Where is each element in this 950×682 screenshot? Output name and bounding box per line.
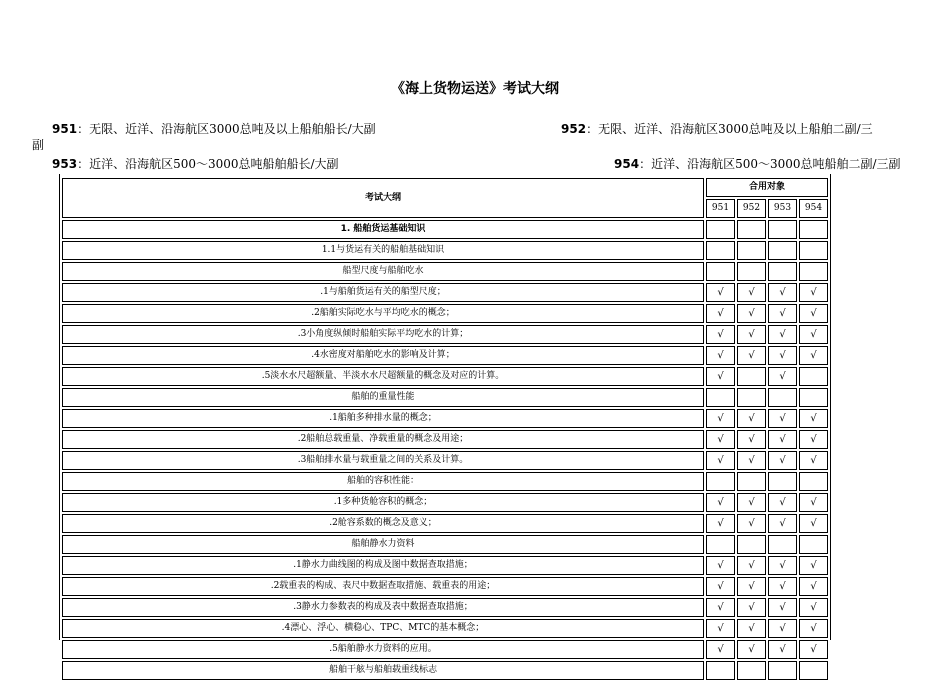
row-mark-951: √ xyxy=(706,619,735,638)
row-mark-954 xyxy=(799,220,828,239)
row-topic: .1与船舶货运有关的船型尺度； xyxy=(62,283,704,302)
row-mark-954 xyxy=(799,241,828,260)
row-mark-953: √ xyxy=(768,325,797,344)
header-col-954: 954 xyxy=(799,199,828,218)
row-mark-951 xyxy=(706,472,735,491)
row-mark-952 xyxy=(737,472,766,491)
row-mark-951: √ xyxy=(706,430,735,449)
row-mark-952: √ xyxy=(737,514,766,533)
table-row xyxy=(62,241,828,260)
row-mark-954: √ xyxy=(799,283,828,302)
row-mark-952: √ xyxy=(737,325,766,344)
row-mark-952: √ xyxy=(737,283,766,302)
target-951 xyxy=(52,122,376,137)
table-row xyxy=(62,283,828,302)
row-mark-952 xyxy=(737,535,766,554)
target-954 xyxy=(614,157,901,172)
row-mark-953: √ xyxy=(768,304,797,323)
row-topic: 1. 船舶货运基础知识 xyxy=(62,220,704,239)
row-mark-951: √ xyxy=(706,451,735,470)
row-topic: .3小角度纵倾时船舶实际平均吃水的计算； xyxy=(62,325,704,344)
row-mark-953 xyxy=(768,661,797,680)
row-topic: 船舶的重量性能 xyxy=(62,388,704,407)
row-mark-953: √ xyxy=(768,493,797,512)
row-mark-954: √ xyxy=(799,304,828,323)
row-mark-951 xyxy=(706,241,735,260)
row-mark-953 xyxy=(768,262,797,281)
row-mark-953: √ xyxy=(768,556,797,575)
row-topic: .2舱容系数的概念及意义； xyxy=(62,514,704,533)
table-row xyxy=(62,430,828,449)
row-mark-952: √ xyxy=(737,346,766,365)
table-row xyxy=(62,556,828,575)
row-mark-952: √ xyxy=(737,556,766,575)
row-mark-954: √ xyxy=(799,325,828,344)
table-row xyxy=(62,346,828,365)
row-mark-953: √ xyxy=(768,640,797,659)
row-mark-953: √ xyxy=(768,619,797,638)
row-topic: .4水密度对船舶吃水的影响及计算； xyxy=(62,346,704,365)
row-mark-951 xyxy=(706,262,735,281)
row-mark-951: √ xyxy=(706,556,735,575)
row-mark-952: √ xyxy=(737,598,766,617)
header-col-952: 952 xyxy=(737,199,766,218)
row-mark-954: √ xyxy=(799,577,828,596)
row-topic: .2船舶总载重量、净载重量的概念及用途； xyxy=(62,430,704,449)
row-mark-952: √ xyxy=(737,451,766,470)
row-mark-954: √ xyxy=(799,451,828,470)
table-row xyxy=(62,388,828,407)
row-mark-951: √ xyxy=(706,283,735,302)
row-mark-953 xyxy=(768,535,797,554)
row-mark-951: √ xyxy=(706,304,735,323)
row-topic: .1船舶多种排水量的概念； xyxy=(62,409,704,428)
row-mark-953 xyxy=(768,220,797,239)
target-952 xyxy=(561,122,873,137)
row-mark-954: √ xyxy=(799,556,828,575)
row-mark-953: √ xyxy=(768,409,797,428)
table-row xyxy=(62,493,828,512)
row-mark-953: √ xyxy=(768,598,797,617)
row-topic: .4漂心、浮心、横稳心、TPC、MTC的基本概念； xyxy=(62,619,704,638)
row-mark-953 xyxy=(768,472,797,491)
target-951-desc: ：无限、近洋、沿海航区3000总吨及以上船舶船长/大副 xyxy=(77,122,376,136)
row-topic: .5淡水水尺超额量、半淡水水尺超额量的概念及对应的计算。 xyxy=(62,367,704,386)
row-mark-952: √ xyxy=(737,430,766,449)
row-topic: .2船舶实际吃水与平均吃水的概念； xyxy=(62,304,704,323)
row-mark-951: √ xyxy=(706,577,735,596)
row-topic: .3静水力参数表的构成及表中数据查取措施； xyxy=(62,598,704,617)
target-952-desc: ：无限、近洋、沿海航区3000总吨及以上船舶二副/三 xyxy=(586,122,873,136)
table-row xyxy=(62,325,828,344)
row-mark-954 xyxy=(799,535,828,554)
row-mark-951: √ xyxy=(706,514,735,533)
row-mark-952: √ xyxy=(737,304,766,323)
target-954-code: 954 xyxy=(614,157,640,171)
row-mark-952 xyxy=(737,388,766,407)
row-mark-952 xyxy=(737,241,766,260)
table-row xyxy=(62,661,828,680)
row-mark-952 xyxy=(737,220,766,239)
row-mark-952 xyxy=(737,367,766,386)
table-row xyxy=(62,451,828,470)
row-mark-954: √ xyxy=(799,640,828,659)
row-mark-953: √ xyxy=(768,367,797,386)
header-outline: 考试大纲 xyxy=(62,178,704,218)
row-topic: .1多种货舱容积的概念； xyxy=(62,493,704,512)
row-mark-951 xyxy=(706,535,735,554)
table-row xyxy=(62,367,828,386)
row-topic: 1.1与货运有关的船舶基础知识 xyxy=(62,241,704,260)
row-mark-952 xyxy=(737,262,766,281)
row-mark-953: √ xyxy=(768,430,797,449)
row-mark-953 xyxy=(768,241,797,260)
row-mark-953: √ xyxy=(768,514,797,533)
row-mark-952: √ xyxy=(737,619,766,638)
row-mark-954 xyxy=(799,661,828,680)
row-mark-953: √ xyxy=(768,577,797,596)
table-row xyxy=(62,262,828,281)
header-col-953: 953 xyxy=(768,199,797,218)
syllabus-table xyxy=(60,176,830,682)
row-mark-951: √ xyxy=(706,640,735,659)
row-mark-954: √ xyxy=(799,346,828,365)
row-mark-952: √ xyxy=(737,493,766,512)
row-mark-954 xyxy=(799,367,828,386)
target-953-desc: ：近洋、沿海航区500～3000总吨船舶船长/大副 xyxy=(77,157,339,171)
row-mark-954: √ xyxy=(799,493,828,512)
row-topic: 船舶静水力资料 xyxy=(62,535,704,554)
row-mark-952: √ xyxy=(737,409,766,428)
target-954-desc: ：近洋、沿海航区500～3000总吨船舶二副/三副 xyxy=(639,157,901,171)
row-mark-951 xyxy=(706,388,735,407)
row-mark-954: √ xyxy=(799,409,828,428)
row-mark-951: √ xyxy=(706,598,735,617)
table-header-row xyxy=(62,178,828,197)
row-mark-951: √ xyxy=(706,346,735,365)
target-951-code: 951 xyxy=(52,122,78,136)
row-mark-954 xyxy=(799,472,828,491)
table-body xyxy=(62,220,828,680)
table-row xyxy=(62,409,828,428)
row-mark-954 xyxy=(799,262,828,281)
row-mark-951: √ xyxy=(706,409,735,428)
table-row xyxy=(62,514,828,533)
table-row xyxy=(62,220,828,239)
table-row xyxy=(62,640,828,659)
row-mark-951: √ xyxy=(706,493,735,512)
table-row xyxy=(62,535,828,554)
table-row xyxy=(62,577,828,596)
row-topic: .5船舶静水力资料的应用。 xyxy=(62,640,704,659)
row-topic: .1静水力曲线图的构成及图中数据查取措施； xyxy=(62,556,704,575)
target-952-code: 952 xyxy=(561,122,587,136)
row-mark-951 xyxy=(706,661,735,680)
table-row xyxy=(62,619,828,638)
row-mark-954 xyxy=(799,388,828,407)
row-topic: 船舶的容积性能： xyxy=(62,472,704,491)
row-mark-952: √ xyxy=(737,640,766,659)
row-mark-954: √ xyxy=(799,598,828,617)
row-mark-952 xyxy=(737,661,766,680)
row-mark-952: √ xyxy=(737,577,766,596)
row-mark-954: √ xyxy=(799,514,828,533)
page-title: 《海上货物运送》考试大纲 xyxy=(391,81,559,97)
row-mark-953 xyxy=(768,388,797,407)
row-topic: 船型尺度与船舶吃水 xyxy=(62,262,704,281)
table-row xyxy=(62,598,828,617)
table-row xyxy=(62,304,828,323)
header-applicable: 合用对象 xyxy=(706,178,828,197)
target-952-wrap: 副 xyxy=(32,138,45,152)
row-topic: 船舶干舷与船舶载重线标志 xyxy=(62,661,704,680)
row-mark-953: √ xyxy=(768,346,797,365)
row-topic: .2载重表的构成、表尺中数据查取措施、载重表的用途； xyxy=(62,577,704,596)
target-953 xyxy=(52,157,339,172)
target-953-code: 953 xyxy=(52,157,78,171)
row-topic: .3船舶排水量与载重量之间的关系及计算。 xyxy=(62,451,704,470)
row-mark-954: √ xyxy=(799,619,828,638)
row-mark-951: √ xyxy=(706,325,735,344)
row-mark-951 xyxy=(706,220,735,239)
row-mark-953: √ xyxy=(768,283,797,302)
header-col-951: 951 xyxy=(706,199,735,218)
row-mark-954: √ xyxy=(799,430,828,449)
row-mark-953: √ xyxy=(768,451,797,470)
row-mark-951: √ xyxy=(706,367,735,386)
table-row xyxy=(62,472,828,491)
